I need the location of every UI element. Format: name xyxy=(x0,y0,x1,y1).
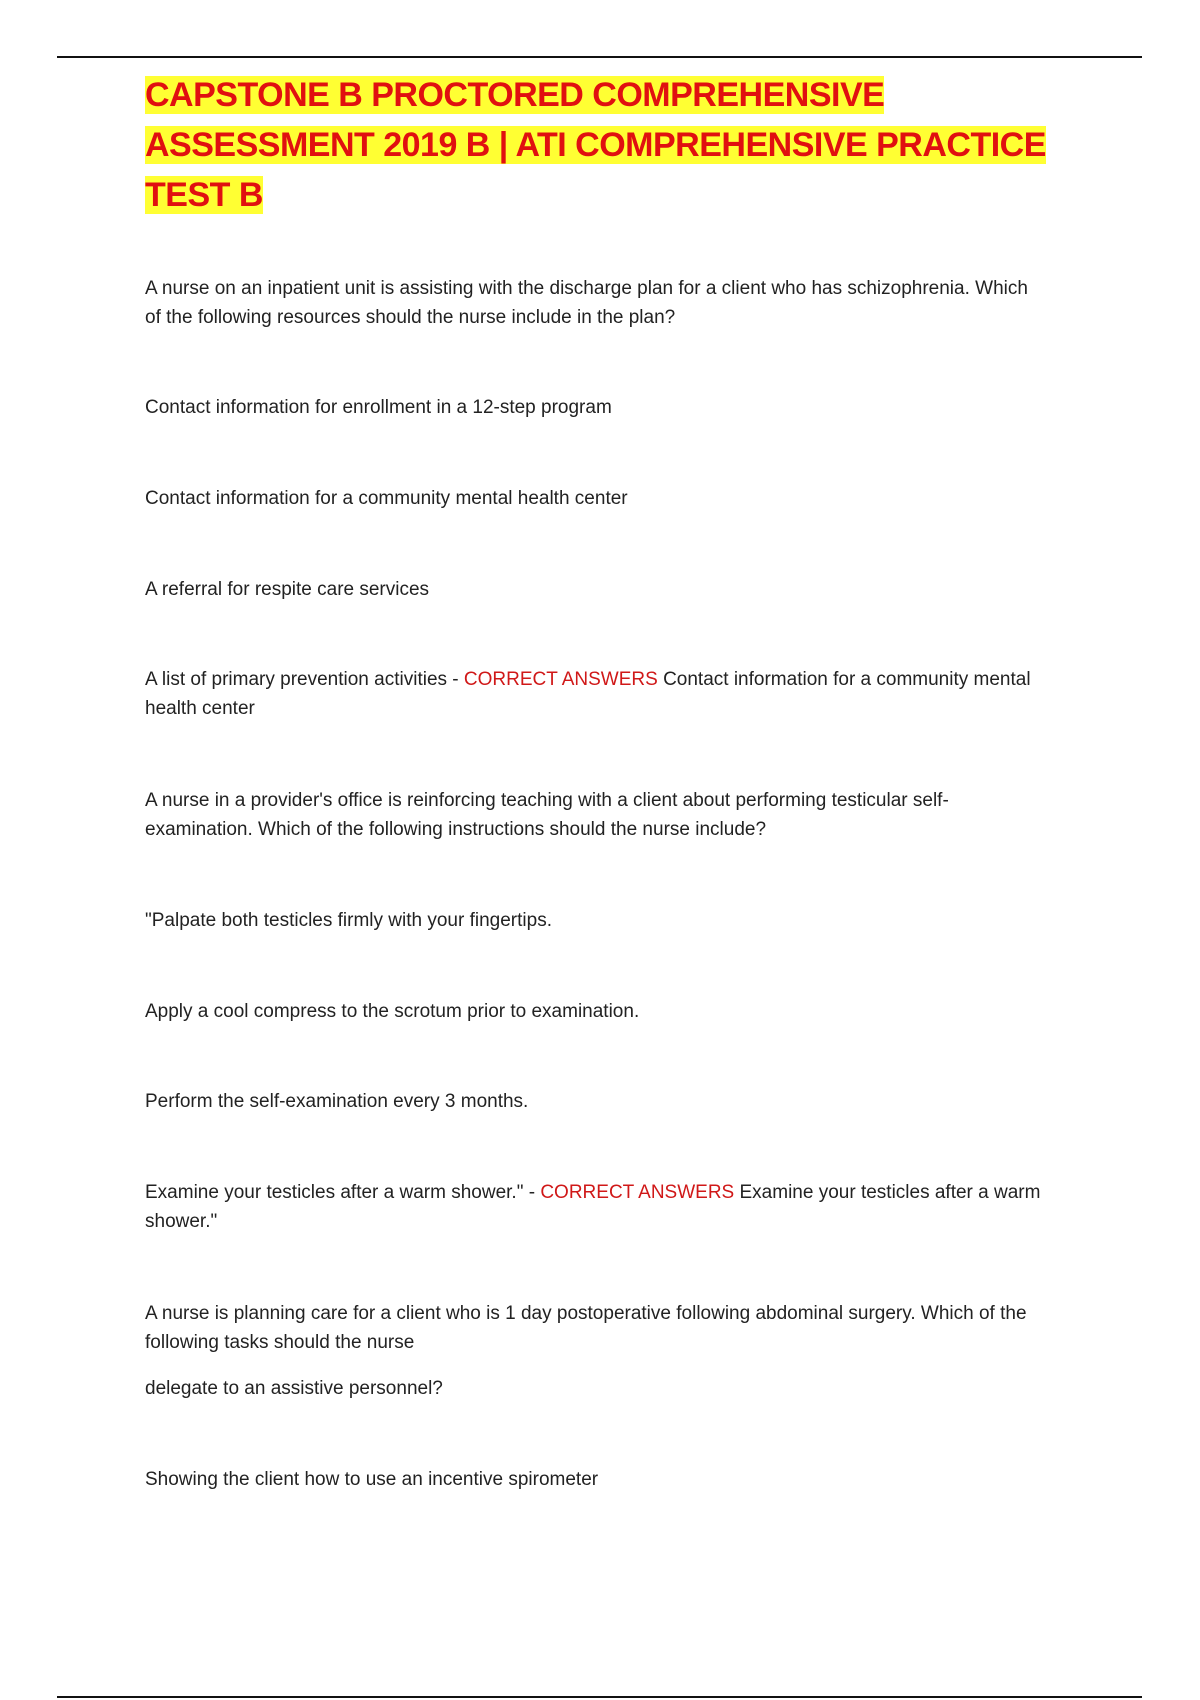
question-2-option-3: Perform the self-examination every 3 months. xyxy=(145,1091,529,1112)
question-2-option-4-with-answer xyxy=(145,1178,1045,1236)
question-2-option-2: Apply a cool compress to the scrotum prior to examination. xyxy=(145,1001,640,1022)
question-1-option-1: Contact information for enrollment in a 12-step program xyxy=(145,397,612,418)
question-2-text: A nurse in a provider's office is reinforcing teaching with a client about performing testicular self-examination. Which of the following instructions should the nurse include? xyxy=(145,790,949,840)
question-1-option-2: Contact information for a community mental health center xyxy=(145,488,628,509)
question-1-option-3: A referral for respite care services xyxy=(145,579,430,600)
question-3-option-1: Showing the client how to use an incentive spirometer xyxy=(145,1469,599,1490)
question-1-text: A nurse on an inpatient unit is assisting with the discharge plan for a client who has schizophrenia. Which of the following resources should the nurse include in the plan? xyxy=(145,278,1028,328)
document-title xyxy=(145,70,1075,220)
question-2-correct-label: CORRECT ANSWERS xyxy=(540,1182,735,1203)
question-3-text: A nurse is planning care for a client who is 1 day postoperative following abdominal surgery. Which of the following tasks should the nurse xyxy=(145,1303,1027,1353)
question-2-option-1: "Palpate both testicles firmly with your fingertips. xyxy=(145,910,552,931)
question-2-answer: Examine your testicles after a warm shower." xyxy=(145,1182,1041,1232)
bottom-rule xyxy=(57,1696,1142,1698)
title-line-2: ASSESSMENT 2019 B | ATI COMPREHENSIVE PRACTICE xyxy=(145,126,1046,164)
title-line-1: CAPSTONE B PROCTORED COMPREHENSIVE xyxy=(145,76,885,114)
question-1-correct-label: CORRECT ANSWERS xyxy=(463,669,658,690)
title-line-3: TEST B xyxy=(145,176,263,214)
question-2-option-4: Examine your testicles after a warm shower." - xyxy=(145,1182,541,1203)
question-3-text-continued: delegate to an assistive personnel? xyxy=(145,1378,443,1399)
top-rule xyxy=(57,56,1142,58)
question-1-option-4: A list of primary prevention activities - xyxy=(145,669,464,690)
question-1-option-4-with-answer xyxy=(145,665,1045,723)
question-1-answer: Contact information for a community mental health center xyxy=(145,669,1031,719)
